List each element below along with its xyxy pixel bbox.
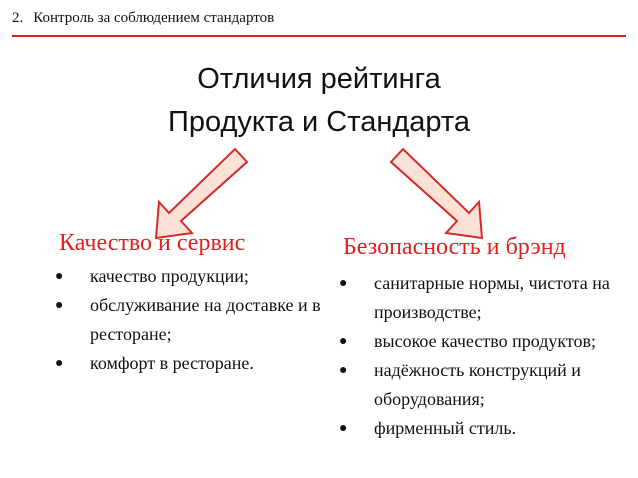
list-item-text: обслуживание на доставке и в ресторане; xyxy=(90,295,321,344)
list-item-text: надёжность конструкций и оборудования; xyxy=(374,360,581,409)
bullet-icon: ● xyxy=(55,356,64,371)
bullet-icon: ● xyxy=(339,363,348,378)
bullet-icon: ● xyxy=(339,421,348,436)
bullet-icon: ● xyxy=(339,276,348,291)
safety-brand-heading: Безопасность и брэнд xyxy=(343,234,566,260)
section-number: 2. xyxy=(12,10,24,26)
list-item-text: фирменный стиль. xyxy=(374,418,517,438)
quality-service-heading: Качество и сервис xyxy=(59,230,246,256)
list-item xyxy=(55,262,335,291)
list-item xyxy=(339,414,629,443)
section-title: Контроль за соблюдением стандартов xyxy=(33,10,275,26)
bullet-icon: ● xyxy=(339,334,348,349)
bullet-icon: ● xyxy=(55,298,64,313)
list-item xyxy=(55,349,335,378)
header-divider xyxy=(12,35,626,37)
list-item-text: качество продукции; xyxy=(90,266,249,286)
quality-service-list xyxy=(55,262,335,378)
list-item xyxy=(339,327,629,356)
safety-brand-list xyxy=(339,269,629,443)
list-item xyxy=(339,356,629,414)
list-item-text: комфорт в ресторане. xyxy=(90,353,254,373)
slide-header xyxy=(12,9,274,27)
list-item xyxy=(339,269,629,327)
list-item-text: высокое качество продуктов; xyxy=(374,331,596,351)
down-right-arrow-icon xyxy=(380,145,500,245)
list-item-text: санитарные нормы, чистота на производстве; xyxy=(374,273,610,322)
slide-title-line-1: Отличия рейтинга xyxy=(197,63,441,95)
list-item xyxy=(55,291,335,349)
bullet-icon: ● xyxy=(55,269,64,284)
slide-title-line-2: Продукта и Стандарта xyxy=(168,106,470,138)
